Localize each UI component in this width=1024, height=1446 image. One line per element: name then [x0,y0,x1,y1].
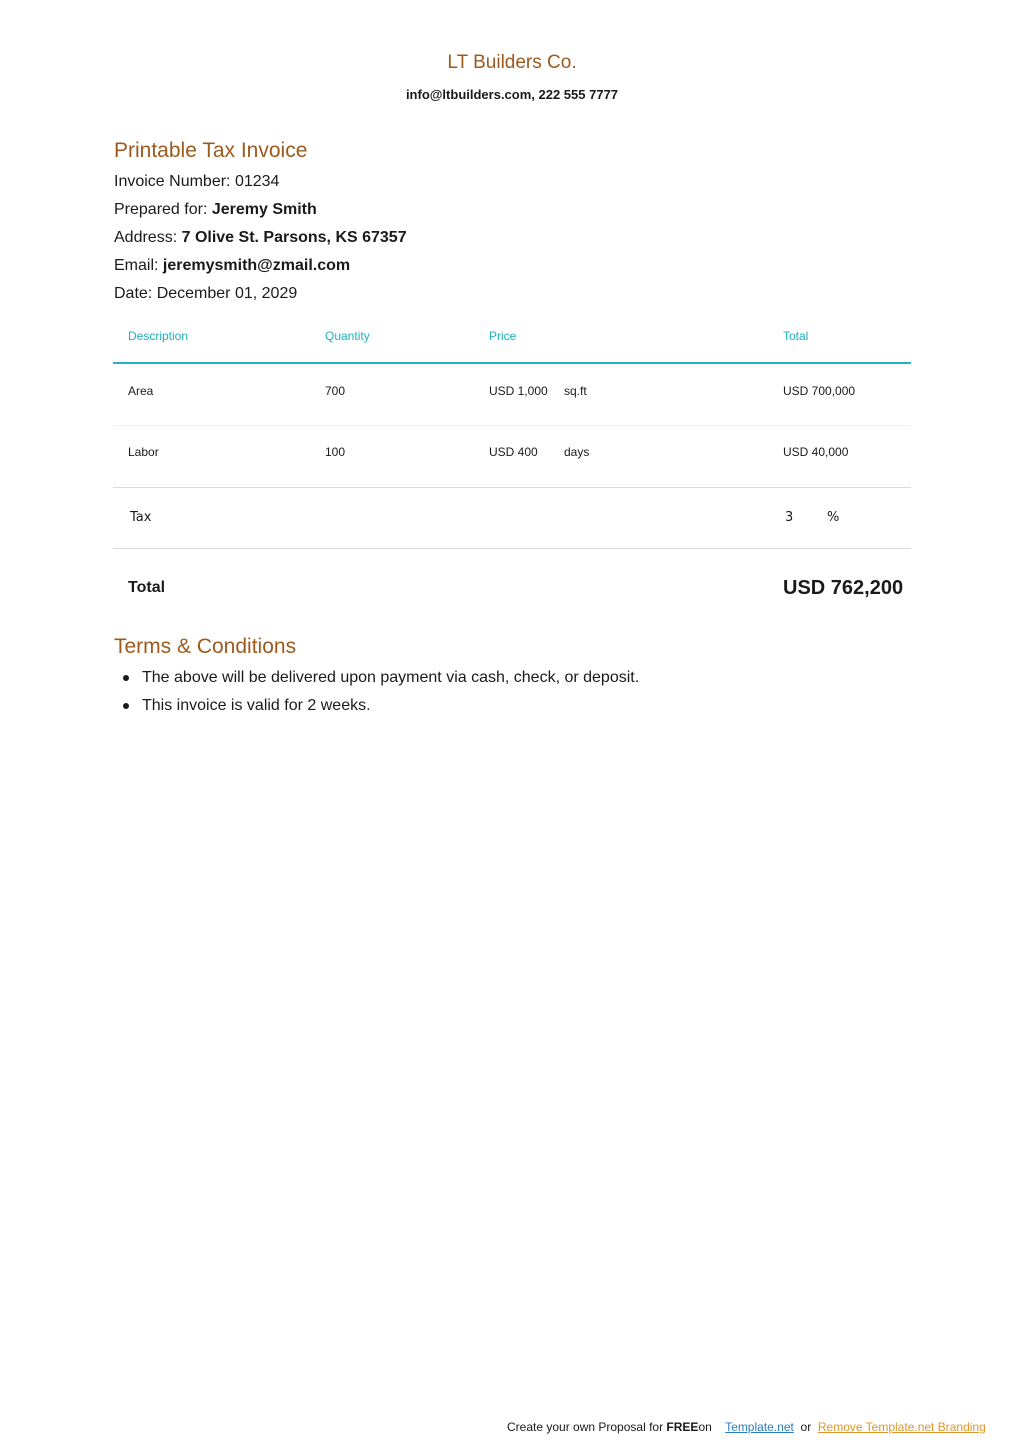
invoice-number-label: Invoice Number: [114,173,231,190]
header-divider [113,362,911,364]
address-value: 7 Olive St. Parsons, KS 67357 [181,229,407,246]
terms-list [114,666,639,722]
row-divider [113,487,911,488]
row-quantity: 100 [325,445,346,459]
footer-on: on [698,1420,712,1434]
footer-or: or [800,1420,812,1434]
date-line [114,285,297,303]
row-total: USD 40,000 [783,445,849,459]
prepared-for-line [114,201,317,219]
invoice-title: Printable Tax Invoice [114,139,308,162]
row-unit: sq.ft [564,384,587,398]
template-net-link[interactable]: Template.net [725,1420,794,1434]
column-header-description: Description [128,329,189,343]
tax-unit: % [827,510,840,525]
terms-title: Terms & Conditions [114,635,297,658]
prepared-for-label: Prepared for: [114,201,208,218]
bullet-icon [123,675,129,681]
tax-label: Tax [130,510,152,525]
address-line [114,229,407,247]
prepared-for-value: Jeremy Smith [211,201,317,218]
email-label: Email: [114,257,159,274]
date-value: December 01, 2029 [156,285,298,302]
invoice-number-value: 01234 [234,173,280,190]
footer-branding [507,1420,986,1434]
list-item [142,666,639,694]
row-description: Area [128,384,154,398]
column-header-total: Total [783,329,809,343]
remove-branding-link[interactable]: Remove Template.net Branding [817,1420,986,1434]
terms-item-text: The above will be delivered upon payment via cash, check, or deposit. [142,669,640,686]
footer-prefix: Create your own Proposal for [507,1420,667,1434]
row-divider [113,425,911,426]
row-price: USD 1,000 [489,384,548,398]
footer-free: FREE [666,1420,699,1434]
email-value: jeremysmith@zmail.com [162,257,351,274]
date-label: Date: [114,285,153,302]
row-description: Labor [128,445,159,459]
row-price: USD 400 [489,445,538,459]
email-line [114,257,350,275]
column-header-quantity: Quantity [325,329,370,343]
tax-value: 3 [785,510,794,525]
address-label: Address: [114,229,178,246]
invoice-number-line [114,173,279,191]
row-divider [113,548,911,549]
row-quantity: 700 [325,384,346,398]
terms-item-text: This invoice is valid for 2 weeks. [142,697,371,714]
list-item [142,694,639,722]
company-name: LT Builders Co. [447,52,577,73]
column-header-price: Price [489,329,517,343]
grand-total-label: Total [128,579,166,596]
row-unit: days [564,445,590,459]
grand-total-value: USD 762,200 [783,577,904,599]
company-contact: info@ltbuilders.com, 222 555 7777 [405,87,619,102]
row-total: USD 700,000 [783,384,856,398]
bullet-icon [123,703,129,709]
